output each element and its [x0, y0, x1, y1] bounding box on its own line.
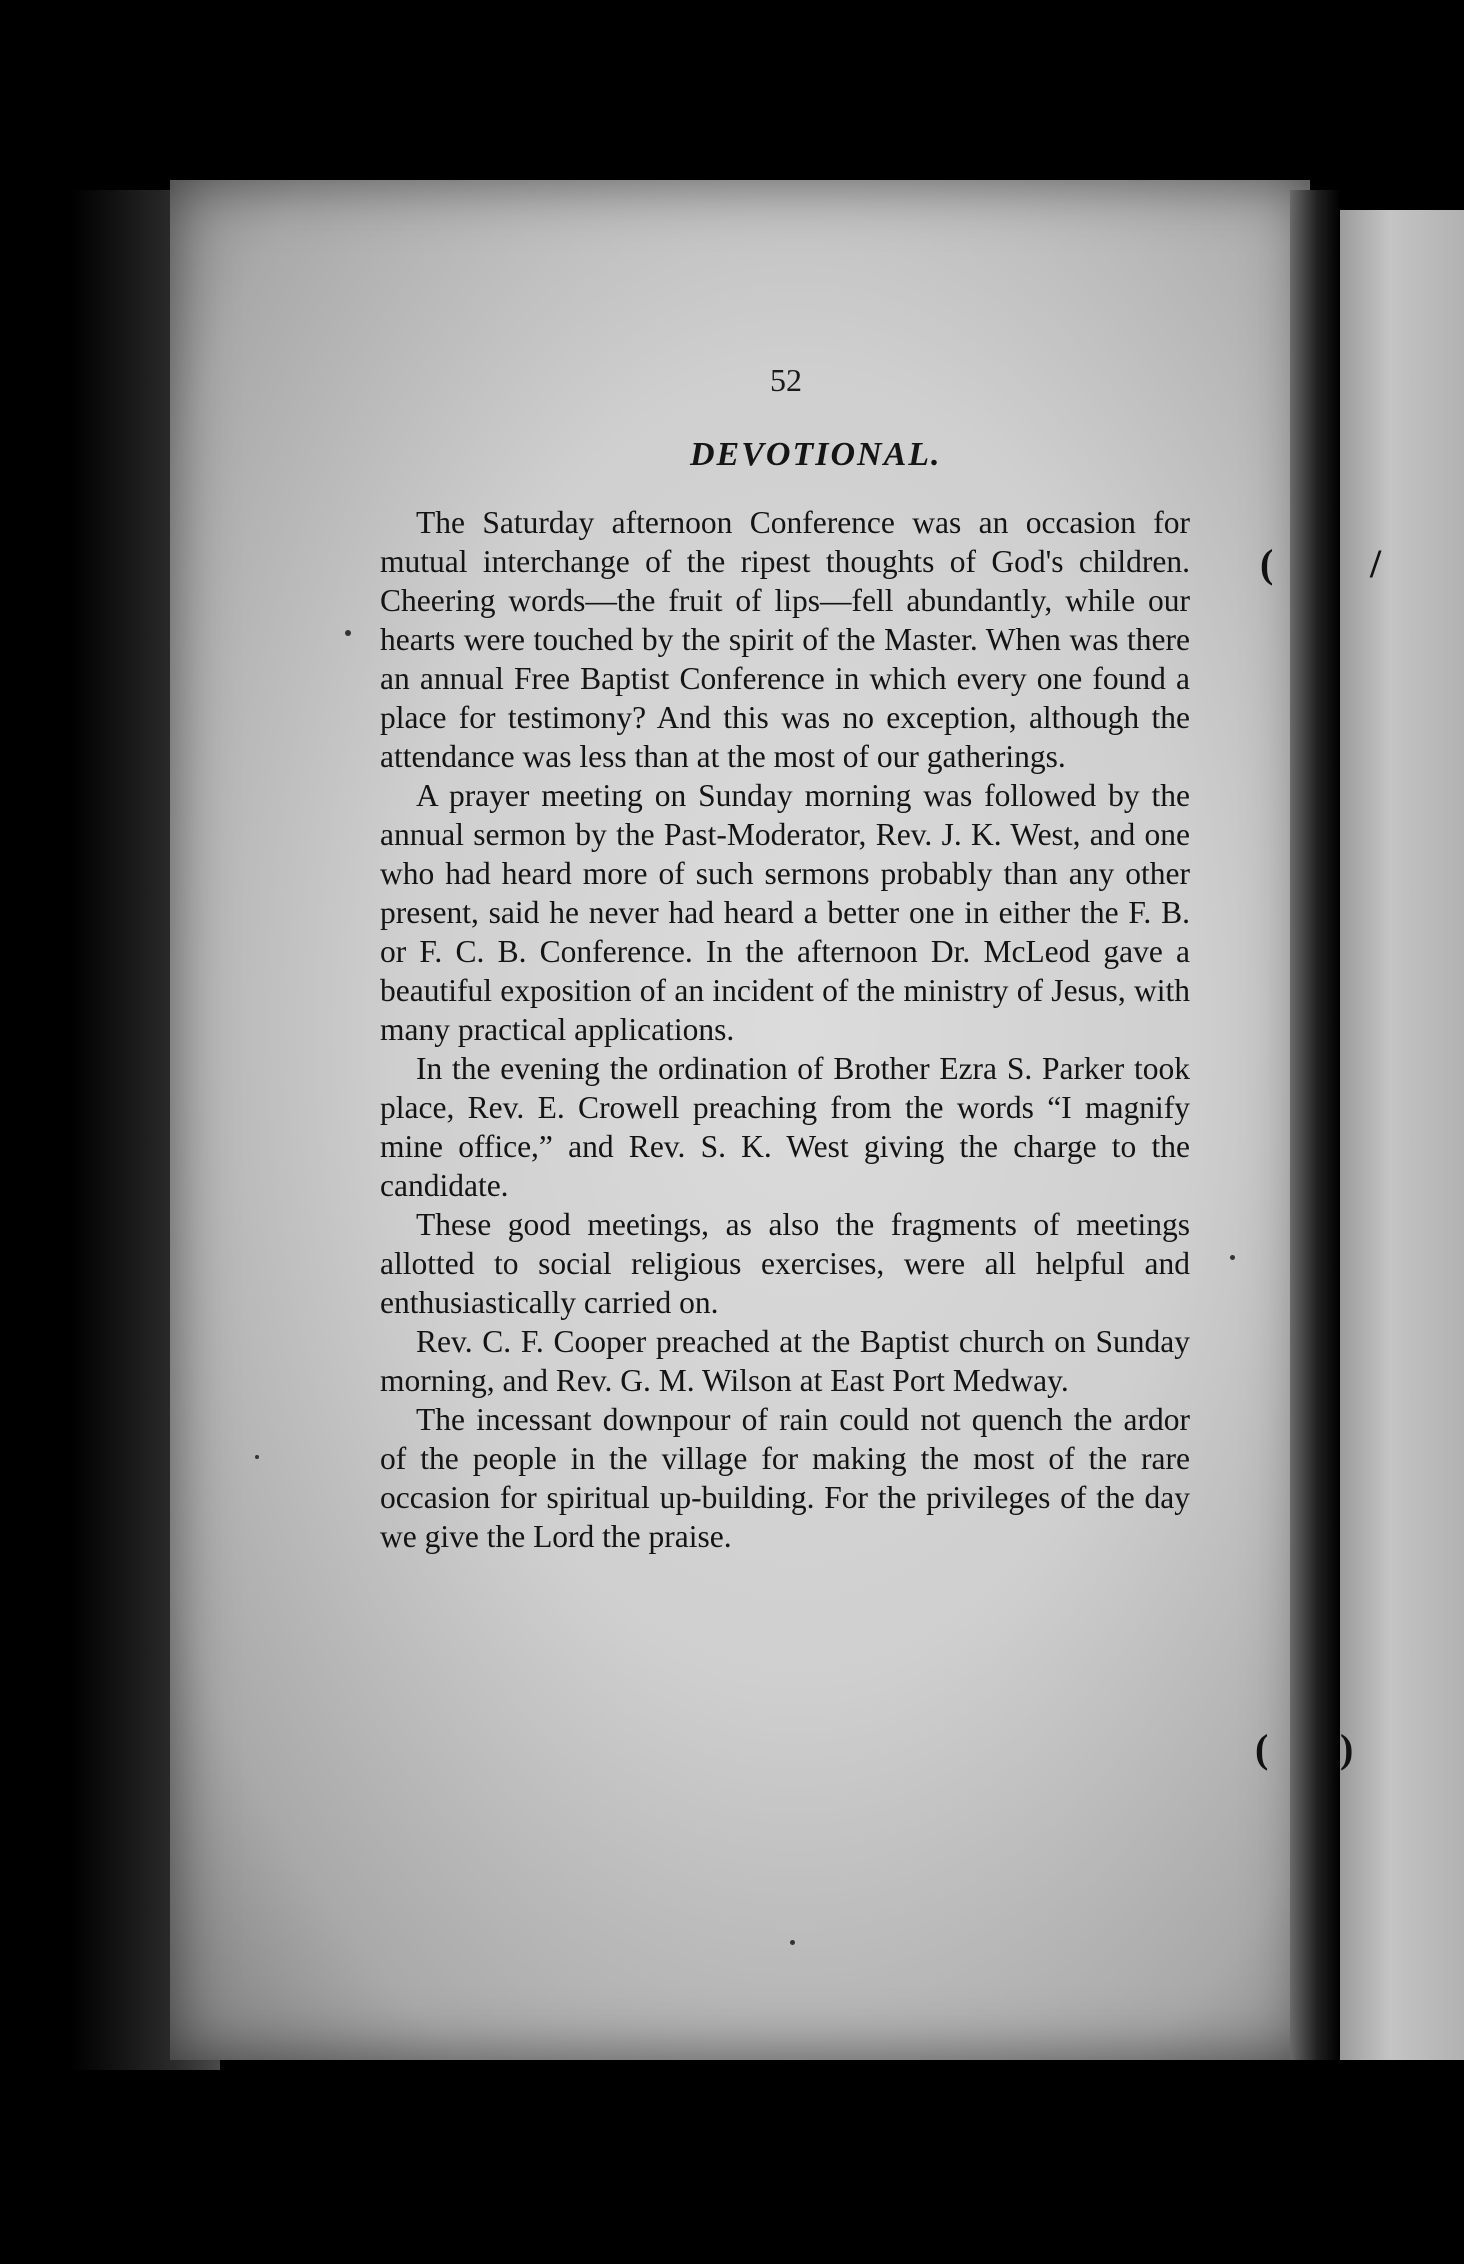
running-head: DEVOTIONAL. [690, 436, 942, 473]
paragraph: In the evening the ordination of Brother Ezra S. Parker took place, Rev. E. Crowell preaching from the words “I magnify mine office,” and Rev. S. K. West giving the charge to the candidate. [380, 1051, 1190, 1203]
page-body [380, 503, 1190, 1556]
facing-page-mark: ) [1340, 1726, 1354, 1771]
scan-speck [255, 1455, 259, 1459]
scan-speck [345, 630, 351, 636]
facing-page-mark: ( [1260, 541, 1274, 586]
paragraph: The incessant downpour of rain could not quench the ardor of the people in the village for making the most of the rare occasion for spiritual up-building. For the privileges of the day we give the Lord the praise. [380, 1402, 1190, 1554]
paragraph: These good meetings, as also the fragments of meetings allotted to social religious exercises, were all helpful and enthusiastically carried on. [380, 1207, 1190, 1320]
facing-page-edge [1255, 210, 1464, 2060]
facing-page-mark: ( [1255, 1726, 1269, 1771]
page-number: 52 [770, 362, 802, 398]
paragraph: The Saturday afternoon Conference was an occasion for mutual interchange of the ripest thoughts of God's children. Cheering words—the fruit of lips—fell abundantly, while our hearts were touched by the spirit of the Master. When was there an annual Free Baptist Conference in which every one found a place for testimony? And this was no exception, although the attendance was less than at the most of our gatherings. [380, 505, 1190, 774]
paragraph: A prayer meeting on Sunday morning was followed by the annual sermon by the Past-Moderator, Rev. J. K. West, and one who had heard more of such sermons probably than any other present, said he never had heard a better one in either the F. B. or F. C. B. Conference. In the afternoon Dr. McLeod gave a beautiful exposition of an incident of the ministry of Jesus, with many practical applications. [380, 778, 1190, 1047]
scan-speck [790, 1940, 795, 1945]
paragraph: Rev. C. F. Cooper preached at the Baptist church on Sunday morning, and Rev. G. M. Wilson at East Port Medway. [380, 1324, 1190, 1398]
page-gutter [1290, 190, 1340, 2060]
scan-speck [1230, 1255, 1235, 1260]
facing-page-mark: / [1370, 541, 1382, 586]
